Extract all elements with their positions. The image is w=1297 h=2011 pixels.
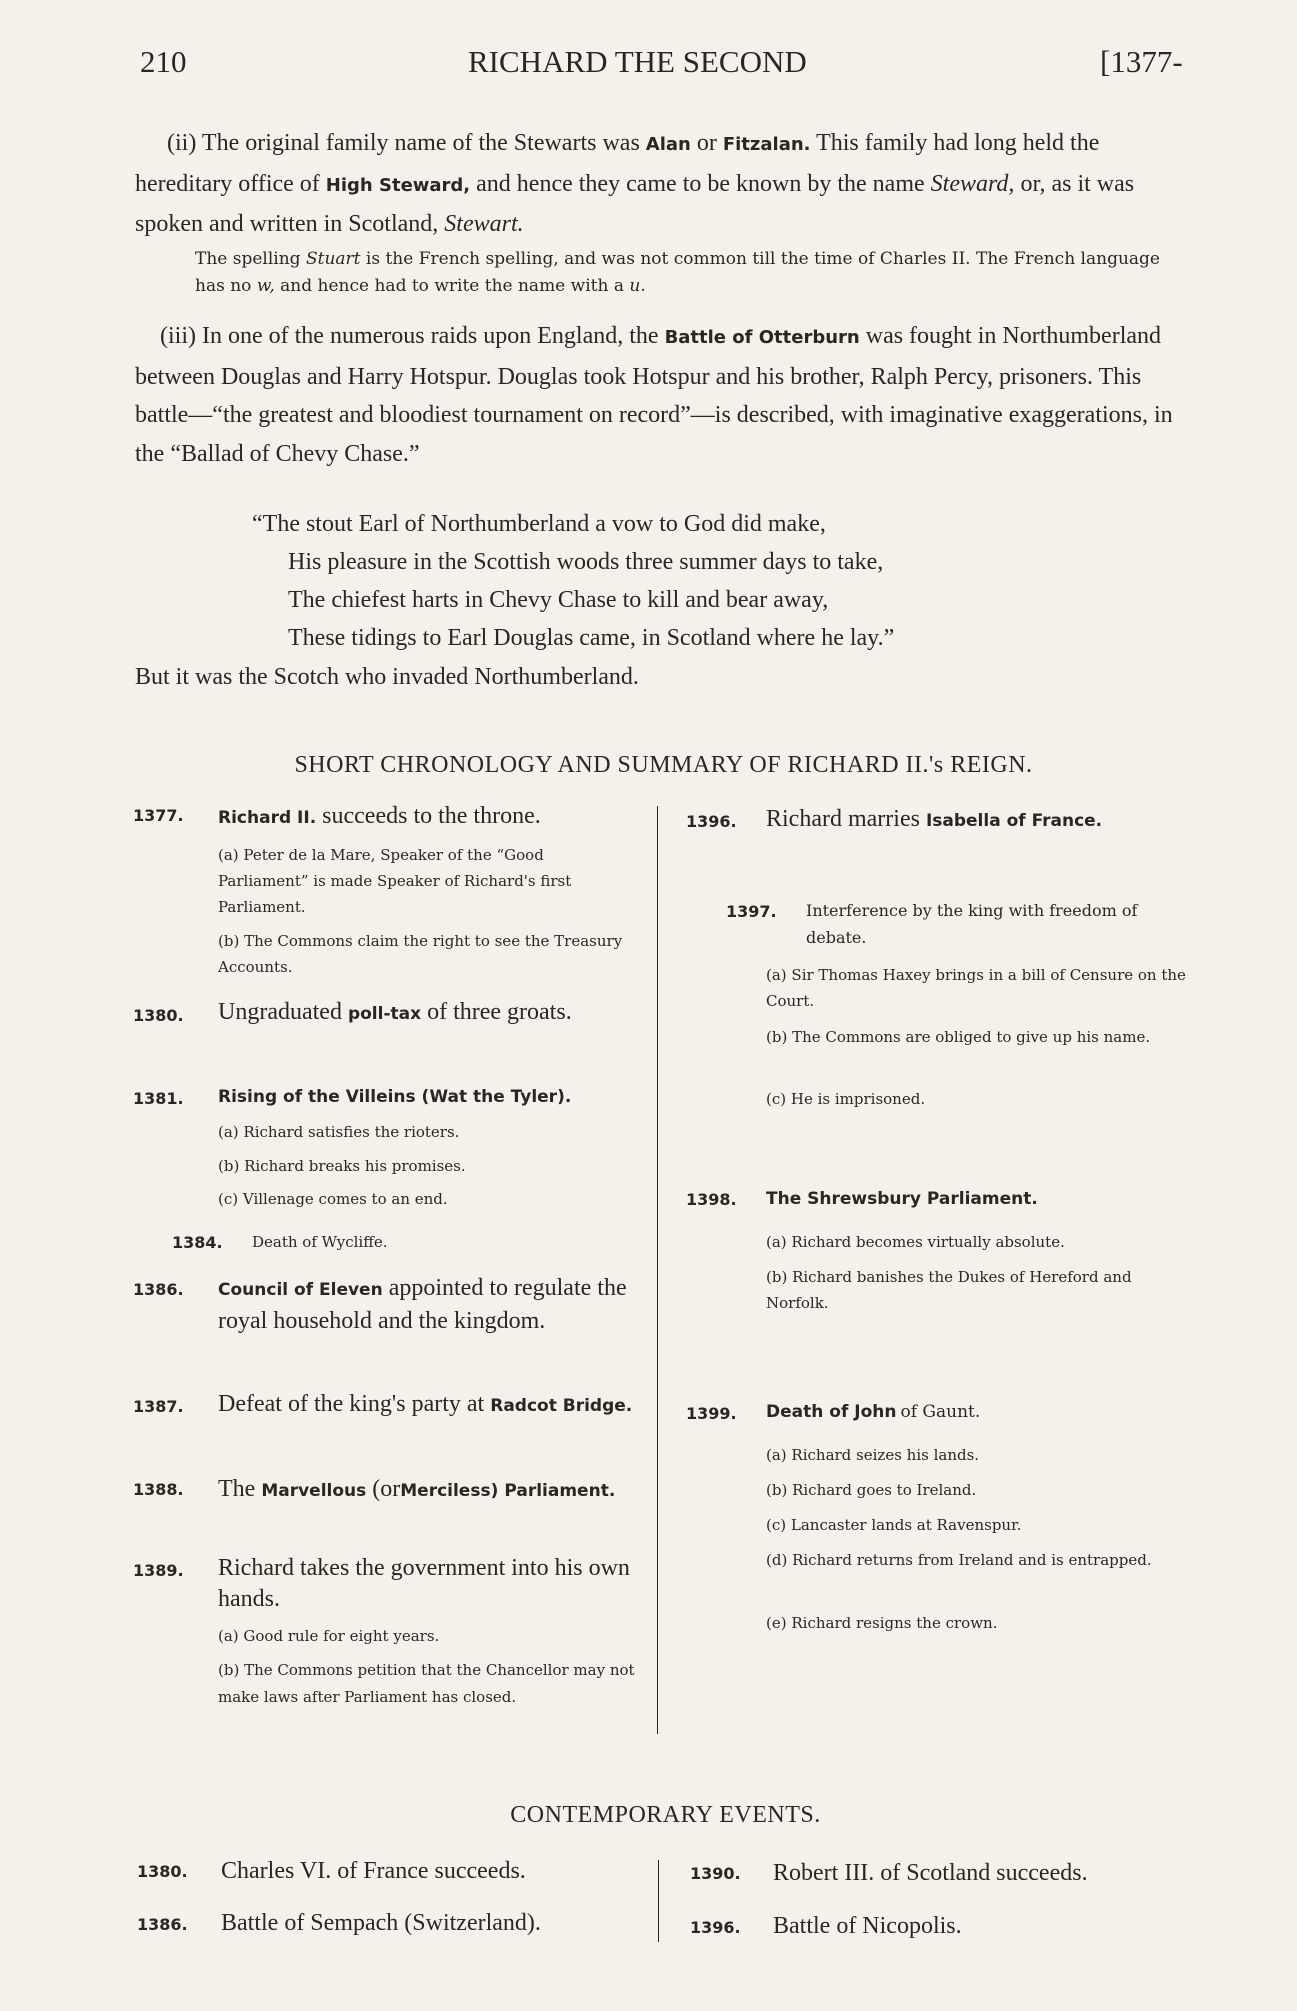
entry-1398-a: (a) Richard becomes virtually absolute.	[766, 1233, 1065, 1251]
verse-line-2: His pleasure in the Scottish woods three summer days to take,	[288, 549, 884, 575]
spelling-note: The spelling Stuart is the French spelling, and was not common till the time of Charles II. The French language has no w, and hence had to write the name with a u.	[195, 249, 1160, 296]
year-1388: 1388.	[133, 1480, 184, 1499]
year-1380-contemporary: 1380.	[137, 1862, 188, 1881]
entry-1377-b: (b) The Commons claim the right to see the Treasury Accounts.	[218, 932, 623, 976]
running-right: [1377-	[1100, 44, 1183, 79]
event-charles-vi: Charles VI. of France succeeds.	[221, 1858, 526, 1884]
entry-1389: Richard takes the government into his own hands.	[218, 1555, 630, 1612]
entry-1397-c: (c) He is imprisoned.	[766, 1090, 926, 1108]
column-divider	[657, 806, 658, 1734]
year-1386-contemporary: 1386.	[137, 1915, 188, 1934]
year-1390-contemporary: 1390.	[690, 1864, 741, 1883]
year-1381: 1381.	[133, 1089, 184, 1108]
verse-line-4: These tidings to Earl Douglas came, in Scotland where he lay.”	[288, 625, 895, 651]
entry-1399-a: (a) Richard seizes his lands.	[766, 1446, 980, 1464]
entry-1380: Ungraduated poll-tax of three groats.	[218, 999, 572, 1025]
entry-1399: Death of John of Gaunt.	[766, 1402, 981, 1422]
entry-1388: The Marvellous (orMerciless) Parliament.	[218, 1476, 616, 1502]
entry-1384: Death of Wycliffe.	[252, 1233, 388, 1251]
year-1384: 1384.	[172, 1233, 223, 1252]
entry-1399-d: (d) Richard returns from Ireland and is entrapped.	[766, 1551, 1152, 1569]
entry-1377: 1377. Richard II. succeeds to the throne.	[133, 803, 541, 829]
year-1398: 1398.	[686, 1190, 737, 1209]
year-1387: 1387.	[133, 1397, 184, 1416]
entry-1398: The Shrewsbury Parliament.	[766, 1189, 1038, 1209]
year-1399: 1399.	[686, 1404, 737, 1423]
entry-1397-b: (b) The Commons are obliged to give up his name.	[766, 1028, 1151, 1046]
entry-1399-b: (b) Richard goes to Ireland.	[766, 1481, 977, 1499]
verse-after: But it was the Scotch who invaded Northumberland.	[135, 664, 639, 690]
entry-1399-e: (e) Richard resigns the crown.	[766, 1614, 998, 1632]
entry-1397-a: (a) Sir Thomas Haxey brings in a bill of Censure on the Court.	[766, 966, 1186, 1010]
event-robert-iii: Robert III. of Scotland succeeds.	[773, 1860, 1088, 1886]
entry-1381-c: (c) Villenage comes to an end.	[218, 1190, 448, 1208]
running-title: RICHARD THE SECOND	[468, 44, 807, 79]
entry-1387: Defeat of the king's party at Radcot Bridge.	[218, 1391, 633, 1417]
paragraph-iii: (iii) In one of the numerous raids upon England, the Battle of Otterburn was fought in Northumberland between Douglas and Harry Hotspur. Douglas took Hotspur and his brother, Ralph Percy, prisoners. This battle—“the greatest and bloodiest tournament on record”—is described, with imaginative exaggerations, in the “Ballad of Chevy Chase.”	[135, 323, 1173, 467]
year-1386: 1386.	[133, 1280, 184, 1299]
entry-1389-b: (b) The Commons petition that the Chancellor may not make laws after Parliament has closed.	[218, 1661, 635, 1706]
entry-1381-a: (a) Richard satisfies the rioters.	[218, 1123, 460, 1141]
page-number: 210	[140, 44, 187, 79]
entry-1397: Interference by the king with freedom of debate.	[806, 901, 1138, 947]
verse-line-1: “The stout Earl of Northumberland a vow to God did make,	[252, 511, 826, 537]
year-1396: 1396.	[686, 812, 737, 831]
entry-1381-b: (b) Richard breaks his promises.	[218, 1157, 466, 1175]
year-1397: 1397.	[726, 902, 777, 921]
entry-1396: Richard marries Isabella of France.	[766, 806, 1103, 832]
year-1389: 1389.	[133, 1561, 184, 1580]
contemporary-divider	[658, 1860, 659, 1942]
entry-1381: Rising of the Villeins (Wat the Tyler).	[218, 1087, 572, 1107]
paragraph-ii: (ii) The original family name of the Stewarts was Alan or Fitzalan. This family had long held the hereditary office of High Steward, and hence they came to be known by the name Steward, or, as it was spoken and written in Scotland, Stewart.	[135, 130, 1135, 237]
entry-1398-b: (b) Richard banishes the Dukes of Hereford and Norfolk.	[766, 1268, 1132, 1312]
year-1396-contemporary: 1396.	[690, 1918, 741, 1937]
verse-line-3: The chiefest harts in Chevy Chase to kill and bear away,	[288, 587, 829, 613]
year-1380: 1380.	[133, 1006, 184, 1025]
contemporary-heading: CONTEMPORARY EVENTS.	[510, 1802, 821, 1828]
event-nicopolis: Battle of Nicopolis.	[773, 1913, 962, 1939]
entry-1386: Council of Eleven appointed to regulate the royal household and the kingdom.	[218, 1275, 627, 1334]
entry-1399-c: (c) Lancaster lands at Ravenspur.	[766, 1516, 1022, 1534]
event-sempach: Battle of Sempach (Switzerland).	[221, 1910, 541, 1936]
entry-1377-a: (a) Peter de la Mare, Speaker of the “Good Parliament” is made Speaker of Richard's first Parliament.	[218, 846, 572, 916]
entry-1389-a: (a) Good rule for eight years.	[218, 1627, 440, 1645]
chronology-heading: SHORT CHRONOLOGY AND SUMMARY OF RICHARD II.'s REIGN.	[294, 752, 1033, 778]
